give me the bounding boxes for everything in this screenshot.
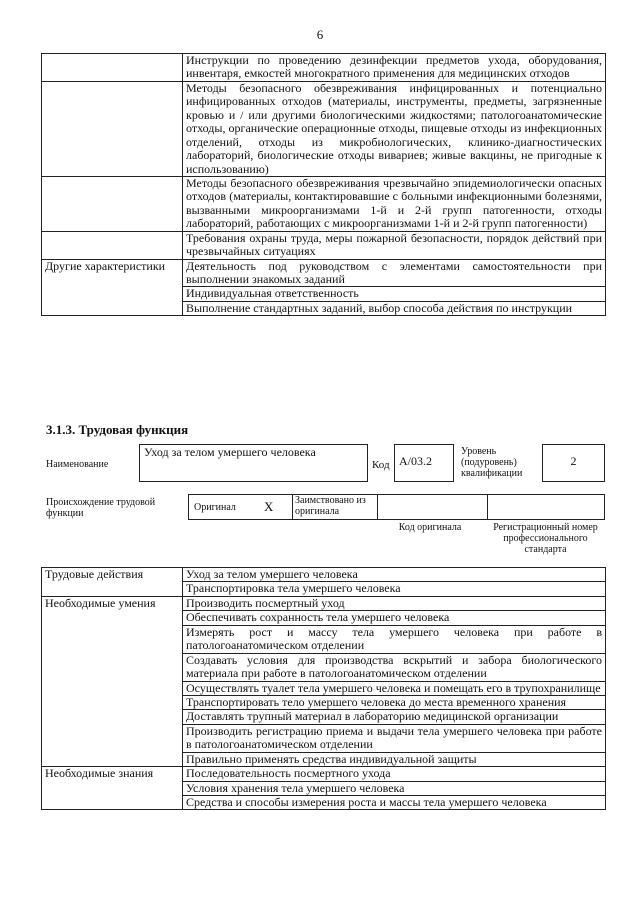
row-label	[42, 231, 183, 259]
section-title: 3.1.3. Трудовая функция	[46, 422, 189, 437]
group-item: Доставлять трупный материал в лабораторию медицинской организации	[183, 710, 606, 724]
borrowed-cell	[292, 495, 378, 519]
group-item: Измерять рост и массу тела умершего человека при работе в патологоанатомическом отделении	[183, 625, 606, 653]
level-value: 2	[570, 454, 577, 468]
group-label: Трудовые действия	[42, 568, 183, 597]
row-label	[42, 54, 183, 82]
group-item: Осуществлять туалет тела умершего человека и помещать его в трупохранилище	[183, 681, 606, 695]
origin-label: Происхождение трудовой функции	[46, 497, 156, 520]
group-label: Необходимые умения	[42, 596, 183, 766]
group-item: Создавать условия для производства вскрытий и забора биологического материала при работе в патологоанатомическом отделении	[183, 653, 606, 681]
original-cell	[189, 495, 293, 519]
row-label: Другие характеристики	[42, 259, 183, 316]
code-original-caption: Код оригинала	[398, 522, 462, 533]
name-value: Уход за телом умершего человека	[144, 445, 316, 459]
row-label	[42, 81, 183, 176]
level-value-box	[542, 444, 605, 482]
group-item: Правильно применять средства индивидуальной защиты	[183, 752, 606, 766]
code-value: А/03.2	[399, 454, 432, 468]
table-row	[42, 767, 606, 781]
table-row	[42, 54, 606, 82]
row-value: Деятельность под руководством с элементами самостоятельности при выполнении знакомых заданий	[183, 259, 606, 287]
code-value-box	[394, 444, 454, 482]
group-item: Транспортировка тела умершего человека	[183, 582, 606, 596]
row-value: Методы безопасного обезвреживания чрезвычайно эпидемиологически опасных отходов (материалы, контактировавшие с больными инфекционными болезнями, вызванными микроорганизмами 1-й и 2-й групп патогенности, отходы лабораторий, работающих с микроорганизмами 1-й и 2-й групп патогенности)	[183, 176, 606, 231]
table-row	[42, 596, 606, 610]
group-item: Производить регистрацию приема и выдачи тела умершего человека при работе в патологоанатомическом отделении	[183, 724, 606, 752]
borrowed-label: Заимствовано из оригинала	[295, 495, 366, 518]
table-row	[42, 231, 606, 259]
origin-row	[188, 494, 605, 520]
row-value: Выполнение стандартных заданий, выбор способа действия по инструкции	[183, 301, 606, 315]
reg-number-caption: Регистрационный номер профессионального стандарта	[493, 522, 598, 556]
original-label: Оригинал	[194, 502, 236, 513]
page-number: 6	[316, 27, 324, 42]
row-value: Требования охраны труда, меры пожарной безопасности, порядок действий при чрезвычайных ситуациях	[183, 231, 606, 259]
code-original-cell	[375, 495, 488, 519]
code-label: Код	[372, 459, 390, 471]
table-row	[42, 81, 606, 176]
group-item: Производить посмертный уход	[183, 596, 606, 610]
level-label: Уровень (подуровень) квалификации	[461, 446, 523, 480]
row-value: Методы безопасного обезвреживания инфицированных и потенциально инфицированных отходов (материалы, инструменты, предметы, загрязненные кровью и / или другими биологическими жидкостями; патологоанатомические отходы, органические операционные отходы, пищевые отходы из инфекционных отделений, отходы из микробиологических, клинико-диагностических лабораторий, биологические отходы вивариев; живые вакцины, не пригодные к использованию)	[183, 81, 606, 176]
labour-function-table	[41, 567, 606, 810]
name-label: Наименование	[46, 459, 109, 470]
table-row	[42, 568, 606, 582]
group-item: Обеспечивать сохранность тела умершего человека	[183, 611, 606, 625]
group-item: Уход за телом умершего человека	[183, 568, 606, 582]
original-mark: X	[264, 499, 274, 514]
group-label: Необходимые знания	[42, 767, 183, 810]
reg-number-cell	[488, 495, 604, 519]
group-item: Средства и способы измерения роста и массы тела умершего человека	[183, 796, 606, 810]
name-value-box	[139, 444, 368, 482]
knowledge-continuation-table	[41, 53, 606, 316]
row-label	[42, 176, 183, 231]
group-item: Последовательность посмертного ухода	[183, 767, 606, 781]
row-value: Инструкции по проведению дезинфекции предметов ухода, оборудования, инвентаря, емкостей многократного применения для медицинских отходов	[183, 54, 606, 82]
group-item: Условия хранения тела умершего человека	[183, 781, 606, 795]
group-item: Транспортировать тело умершего человека до места временного хранения	[183, 695, 606, 709]
table-row	[42, 176, 606, 231]
row-value: Индивидуальная ответственность	[183, 287, 606, 301]
table-row	[42, 259, 606, 287]
